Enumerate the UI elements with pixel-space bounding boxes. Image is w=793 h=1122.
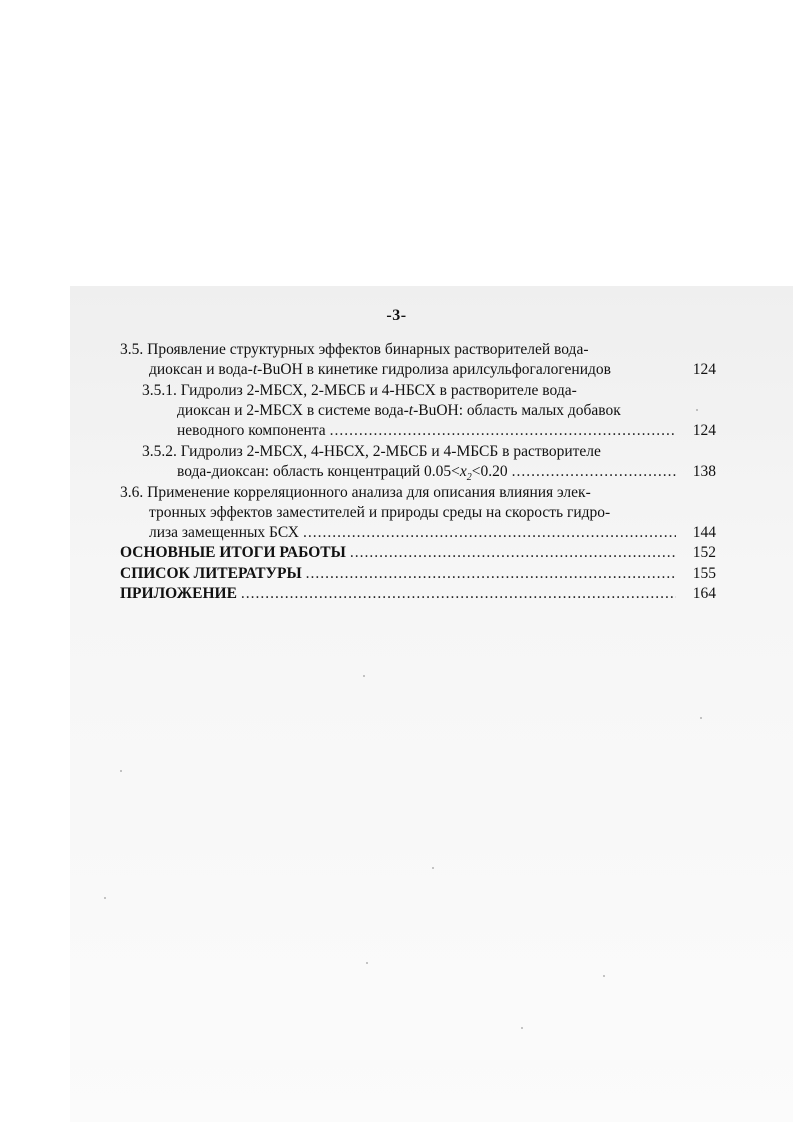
toc-references: СПИСОК ЛИТЕРАТУРЫ ..... 155 [120, 564, 716, 584]
toc-page-number: 138 [692, 463, 716, 480]
toc-page-number: 164 [692, 585, 716, 602]
toc-page-number: 155 [692, 565, 716, 582]
dot-leader [350, 543, 676, 563]
toc-page-number: 144 [692, 524, 716, 541]
scan-speck [700, 717, 702, 719]
scan-speck [366, 962, 368, 964]
scan-speck [104, 897, 106, 899]
toc-page-number: 124 [692, 361, 716, 378]
toc-3-5-2-line1: 3.5.2. Гидролиз 2-МБСХ, 4-НБСХ, 2-МБСБ и 4-МБСБ в растворителе [142, 443, 601, 460]
toc-3-5-line1: 3.5. Проявление структурных эффектов бинарных растворителей вода- [120, 341, 589, 358]
dot-leader [241, 584, 676, 604]
toc-3-6-line3: лиза замещенных БСХ ..... 144 [149, 523, 716, 543]
scan-speck [521, 1027, 523, 1029]
scan-speck [696, 409, 698, 411]
dot-leader [303, 523, 676, 543]
toc-3-5-line2: диоксан и вода-t-BuOH в кинетике гидролиза арилсульфогалогенидов 124 [149, 361, 716, 378]
toc-page-number: 152 [692, 544, 716, 561]
scan-speck [432, 867, 434, 869]
dot-leader [330, 421, 676, 441]
toc-3-5-2-line2: вода-диоксан: область концентраций $0.05<x_2<0.20$ ..... 138 [177, 462, 716, 488]
toc-3-6-line1: 3.6. Применение корреляционного анализа для описания влияния элек- [120, 484, 591, 501]
scan-speck [120, 770, 122, 772]
toc-appendix: ПРИЛОЖЕНИЕ ..... 164 [120, 584, 716, 604]
toc-page-number: 124 [692, 422, 716, 439]
toc-3-5-1-line2: диоксан и 2-МБСХ в системе вода-t-BuOH: область малых добавок [177, 402, 621, 419]
dot-leader [512, 462, 676, 482]
scan-speck [603, 975, 605, 977]
scan-speck [363, 675, 365, 677]
toc-3-5-1-line1: 3.5.1. Гидролиз 2-МБСХ, 2-МБСБ и 4-НБСХ в растворителе вода- [142, 382, 577, 399]
toc-3-5-1-line3: неводного компонента ..... 124 [177, 421, 716, 441]
page-number: -3- [386, 307, 407, 324]
toc-3-6-line2: тронных эффектов заместителей и природы среды на скорость гидро- [149, 504, 611, 521]
dot-leader [306, 564, 676, 584]
toc-results: ОСНОВНЫЕ ИТОГИ РАБОТЫ ..... 152 [120, 543, 716, 563]
